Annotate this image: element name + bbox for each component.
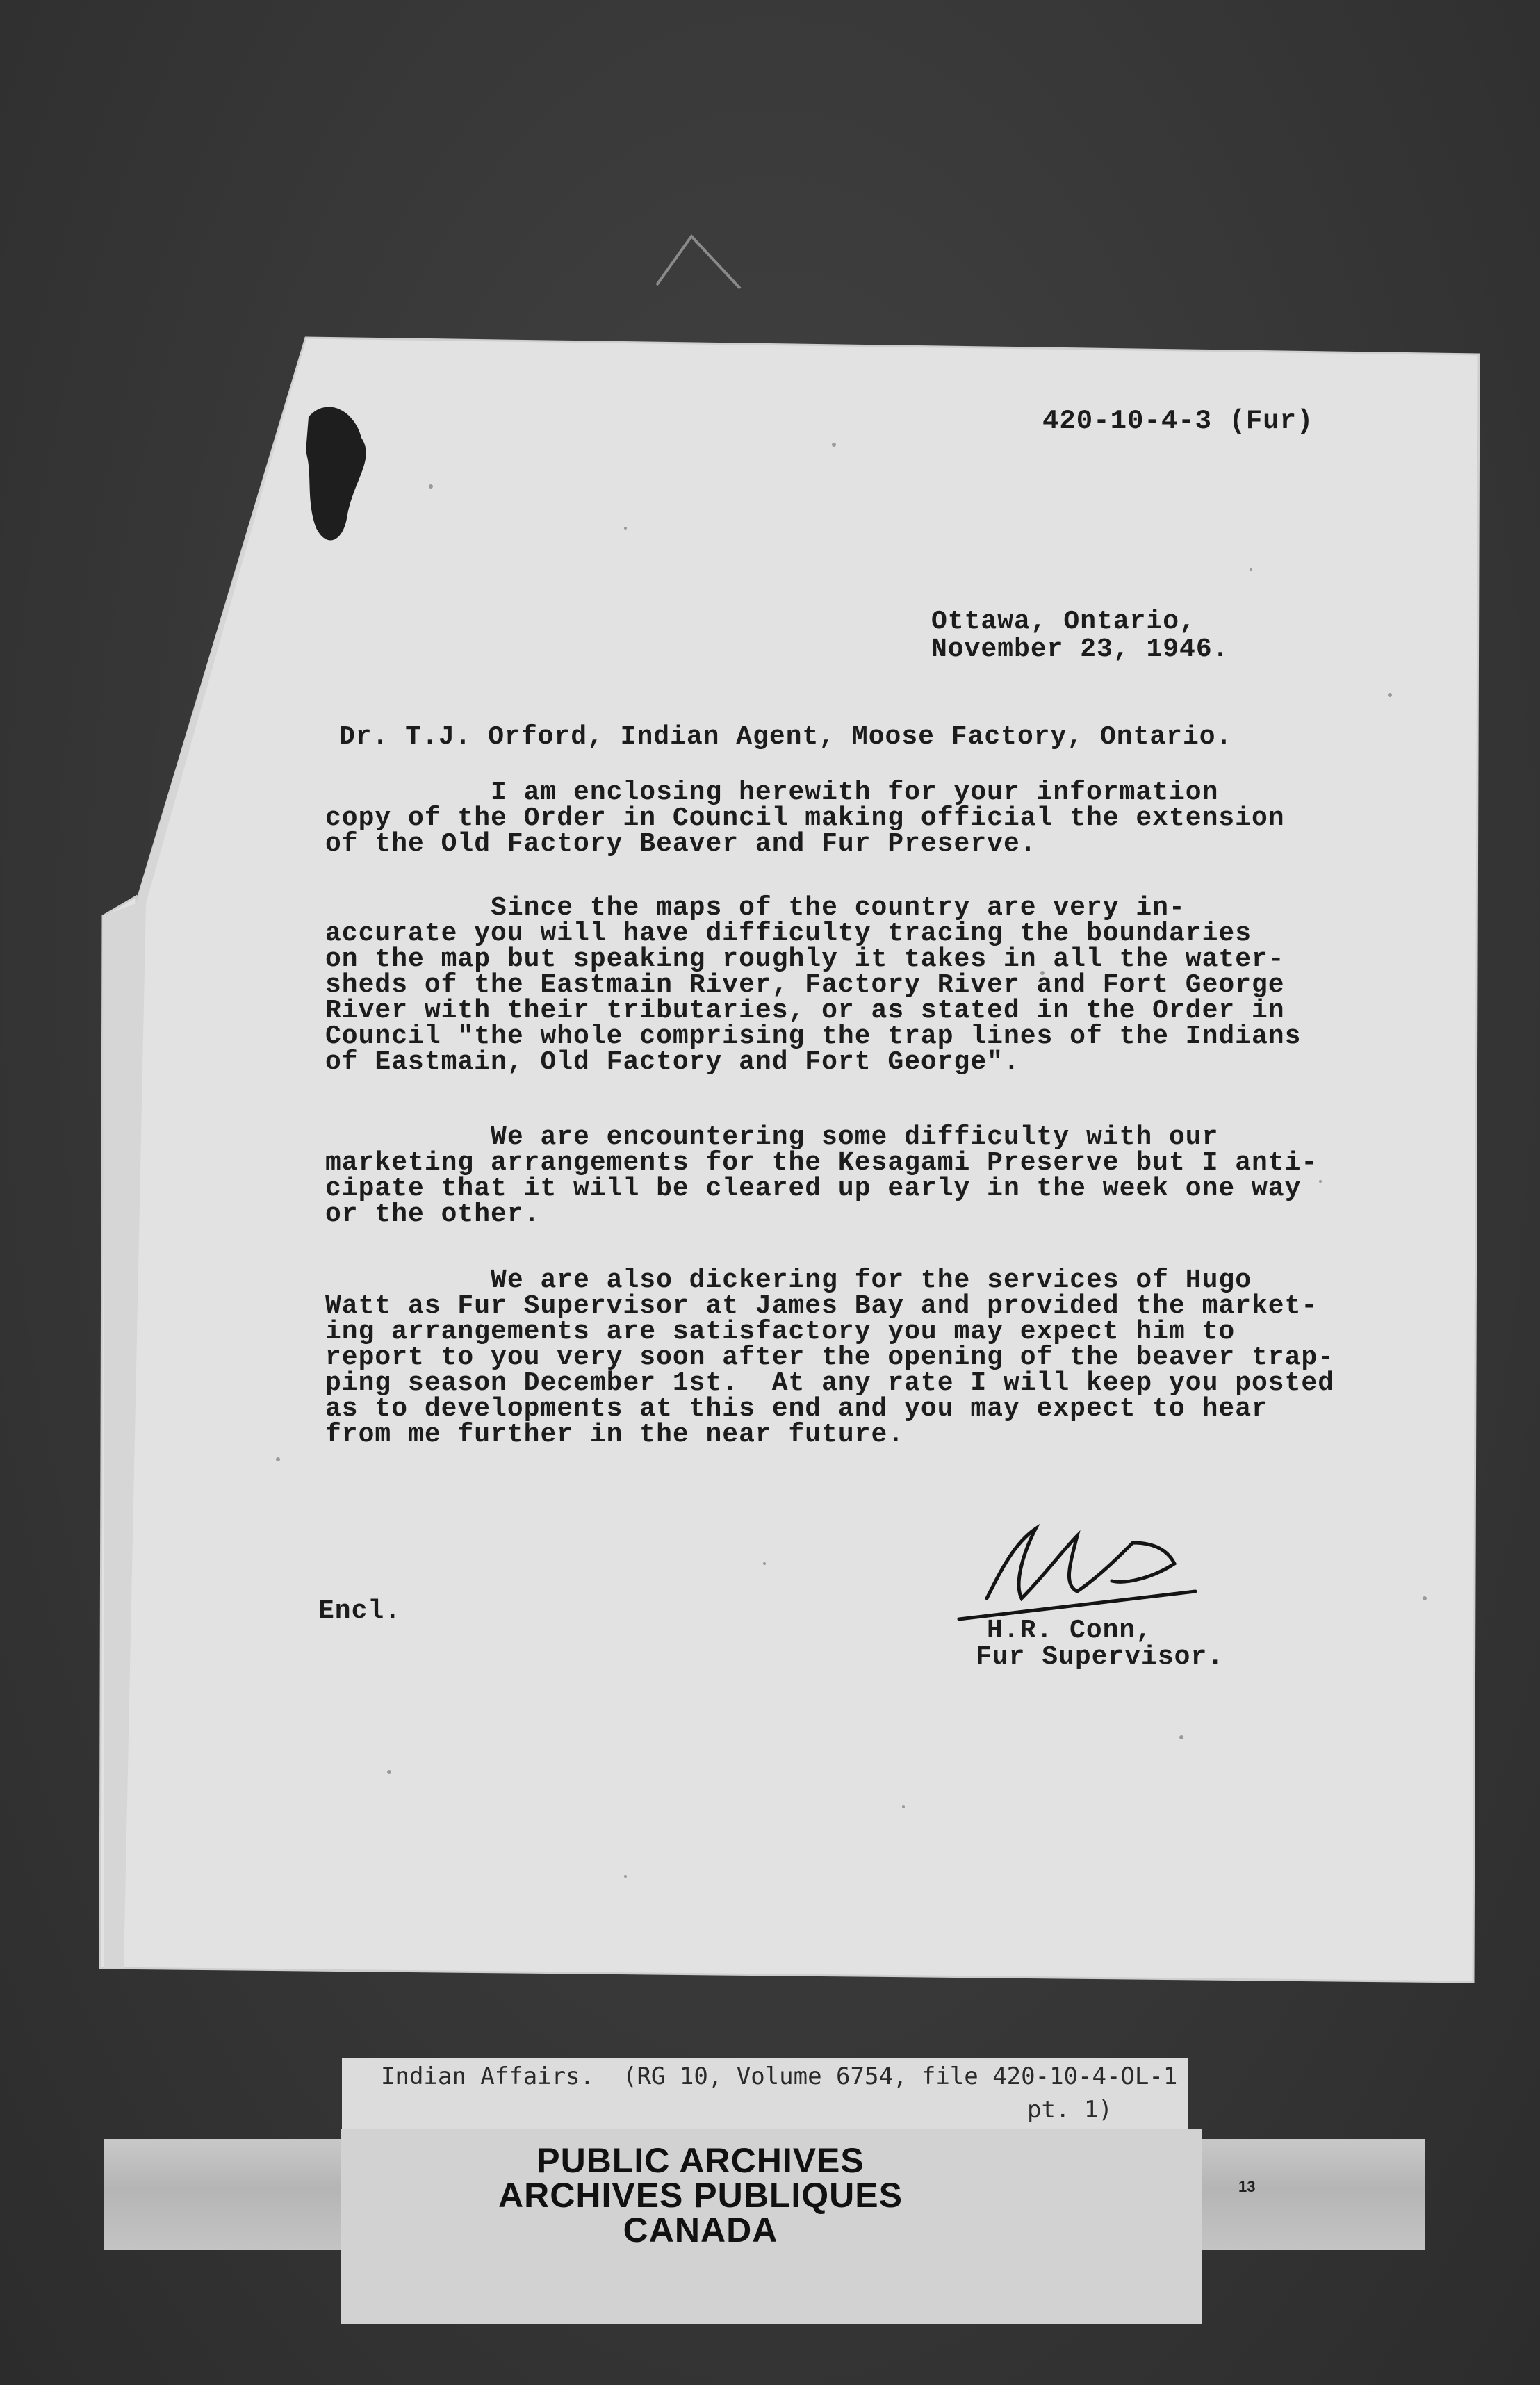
archive-reference-part: pt. 1): [1027, 2096, 1113, 2124]
body-paragraph-4: We are also dickering for the services of Hugo Watt as Fur Supervisor at James Bay and provided the market- ing arrangements are satisfactory you may expect him to report to you very soon after the opening of the beaver trap- ping season December 1st. At any rate I will keep you posted as to developments at this end and you may expect to hear from me further in the near future.: [325, 1265, 1335, 1450]
signer-title: Fur Supervisor.: [976, 1642, 1224, 1672]
file-reference: 420-10-4-3 (Fur): [1042, 406, 1314, 436]
letter-date: November 23, 1946.: [931, 634, 1229, 664]
body-paragraph-1: I am enclosing herewith for your information copy of the Order in Council making official the extension of the Old Factory Beaver and Fur Preserve.: [325, 778, 1285, 859]
stamp-line-1: PUBLIC ARCHIVES: [536, 2141, 865, 2180]
stamp-line-3: CANADA: [623, 2211, 778, 2249]
archive-reference-line: Indian Affairs. (RG 10, Volume 6754, file 420-10-4-OL-1: [381, 2063, 1178, 2090]
body-paragraph-3: We are encountering some difficulty with our marketing arrangements for the Kesagami Preserve but I anti- cipate that it will be cleared up early in the week one way or the other.: [325, 1122, 1318, 1229]
letter-place: Ottawa, Ontario,: [931, 607, 1196, 637]
recipient-line: Dr. T.J. Orford, Indian Agent, Moose Factory, Ontario.: [339, 722, 1233, 752]
stamp-line-2: ARCHIVES PUBLIQUES: [498, 2176, 903, 2215]
frame-number: 13: [1238, 2178, 1256, 2195]
signer-name: H.R. Conn,: [987, 1616, 1153, 1646]
body-paragraph-2: Since the maps of the country are very in- accurate you will have difficulty tracing the boundaries on the map but speaking roughly it takes in all the water- sheds of the Eastmain River, Factory River and Fort George River with their tributaries, or as stated in the Order in Council "the whole comprising the trap lines of the Indians of Eastmain, Old Factory and Fort George".: [325, 893, 1302, 1077]
enclosure-note: Encl.: [318, 1596, 402, 1626]
